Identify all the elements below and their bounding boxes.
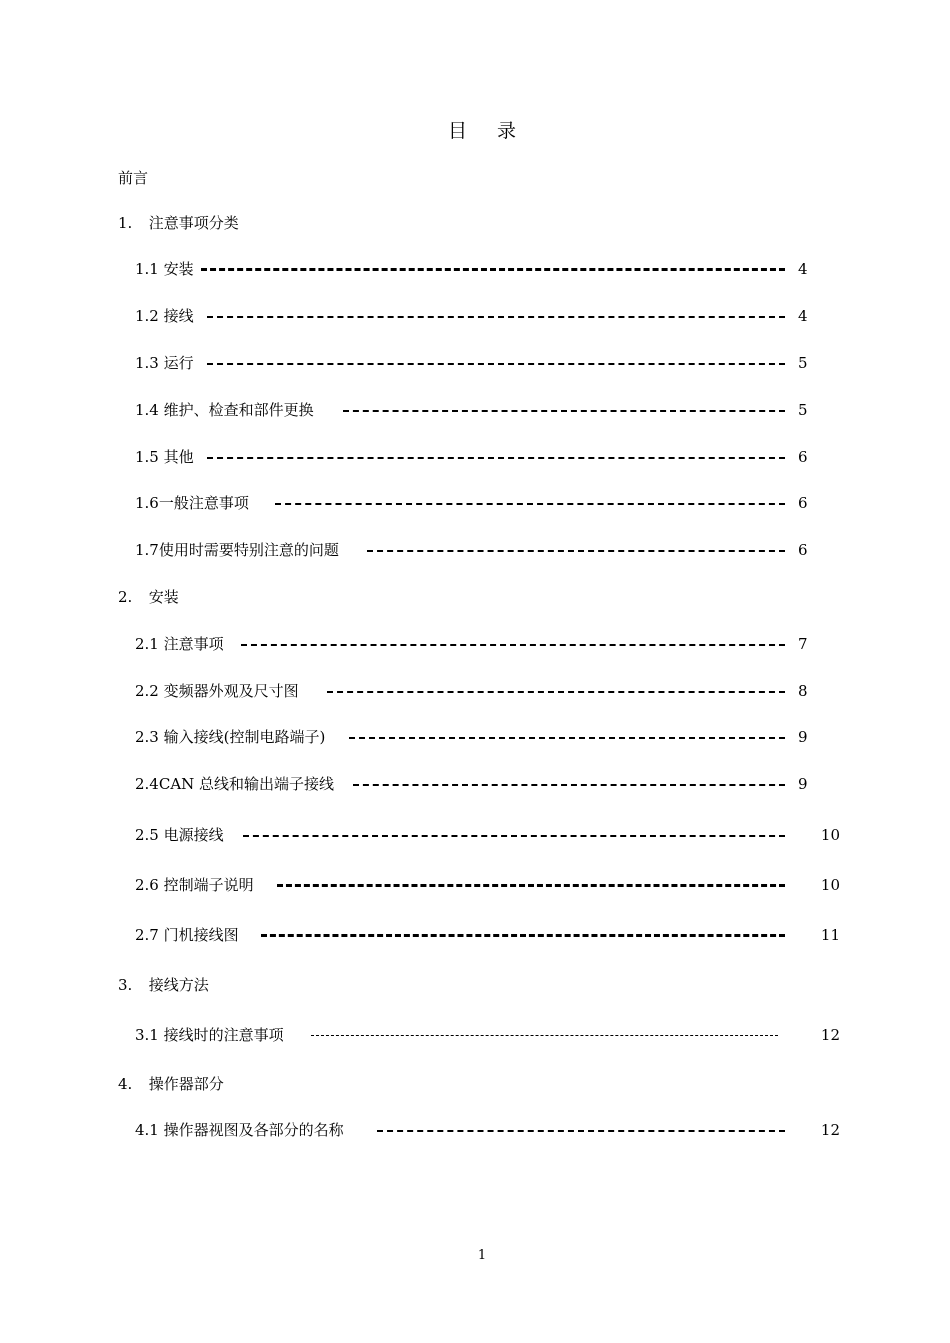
entry-page: 9 [798, 775, 808, 793]
entry-page: 10 [820, 826, 840, 844]
toc-entry-1-4[interactable] [135, 400, 840, 420]
toc-entry-1-3[interactable] [135, 353, 840, 373]
toc-entry-2-6[interactable] [135, 875, 840, 895]
toc-entry-2-5[interactable] [135, 825, 840, 845]
dot-leader [261, 934, 785, 937]
toc-entry-2-3[interactable] [135, 727, 840, 747]
dot-leader [207, 316, 785, 318]
entry-page: 10 [820, 876, 840, 894]
entry-label: 1.1 安装 [135, 260, 194, 278]
toc-entry-1-6[interactable] [135, 493, 840, 513]
dot-leader [275, 503, 785, 505]
section-number: 4. [118, 1075, 133, 1093]
section-title: 安装 [148, 588, 179, 606]
dot-leader [277, 884, 785, 887]
dot-leader [349, 737, 785, 739]
entry-label: 2.5 电源接线 [135, 826, 224, 844]
dot-leader [327, 691, 785, 693]
entry-label: 1.4 维护、检查和部件更换 [135, 401, 314, 419]
toc-preface[interactable]: 前言 [118, 169, 149, 187]
dot-leader [201, 268, 785, 271]
dot-leader [241, 644, 785, 646]
toc-section-2[interactable] [118, 587, 179, 607]
dot-leader [207, 457, 785, 459]
entry-page: 6 [798, 494, 808, 512]
section-title: 接线方法 [148, 976, 209, 994]
section-number: 3. [118, 976, 133, 994]
entry-label: 1.2 接线 [135, 307, 194, 325]
entry-label: 1.5 其他 [135, 448, 194, 466]
entry-page: 7 [798, 635, 808, 653]
toc-entry-4-1[interactable] [135, 1120, 840, 1140]
dot-leader [377, 1130, 785, 1132]
section-title: 操作器部分 [148, 1075, 224, 1093]
dot-leader [353, 784, 785, 786]
toc-entry-2-7[interactable] [135, 925, 840, 945]
toc-section-1[interactable] [118, 213, 239, 233]
entry-page: 12 [820, 1026, 840, 1044]
dot-leader [311, 1035, 778, 1036]
dot-leader [367, 550, 785, 552]
entry-label: 3.1 接线时的注意事项 [135, 1026, 284, 1044]
dot-leader [207, 363, 785, 365]
entry-page: 11 [820, 926, 840, 944]
section-number: 2. [118, 588, 133, 606]
entry-label: 2.7 门机接线图 [135, 926, 239, 944]
toc-entry-1-1[interactable] [135, 259, 840, 279]
toc-entry-2-4[interactable] [135, 774, 840, 794]
entry-page: 8 [798, 682, 808, 700]
toc-section-3[interactable] [118, 975, 209, 995]
entry-label: 4.1 操作器视图及各部分的名称 [135, 1121, 344, 1139]
entry-label: 2.6 控制端子说明 [135, 876, 254, 894]
toc-entry-1-7[interactable] [135, 540, 840, 560]
entry-label: 1.3 运行 [135, 354, 194, 372]
entry-label: 1.6一般注意事项 [135, 494, 249, 512]
dot-leader [343, 410, 785, 412]
entry-page: 6 [798, 448, 808, 466]
entry-label: 2.4CAN 总线和输出端子接线 [135, 775, 335, 793]
entry-page: 12 [820, 1121, 840, 1139]
entry-page: 4 [798, 260, 808, 278]
toc-entry-1-5[interactable] [135, 447, 840, 467]
entry-label: 1.7使用时需要特别注意的问题 [135, 541, 339, 559]
toc-entry-2-2[interactable] [135, 681, 840, 701]
toc-section-4[interactable] [118, 1074, 224, 1094]
entry-page: 9 [798, 728, 808, 746]
toc-entry-2-1[interactable] [135, 634, 840, 654]
dot-leader [243, 835, 785, 837]
entry-page: 4 [798, 307, 808, 325]
entry-label: 2.1 注意事项 [135, 635, 224, 653]
toc-entry-3-1[interactable] [135, 1025, 840, 1045]
section-number: 1. [118, 214, 133, 232]
entry-page: 5 [798, 354, 808, 372]
section-title: 注意事项分类 [148, 214, 239, 232]
page-number: 1 [477, 1248, 487, 1263]
entry-label: 2.2 变频器外观及尺寸图 [135, 682, 299, 700]
toc-entry-1-2[interactable] [135, 306, 840, 326]
entry-page: 5 [798, 401, 808, 419]
page-title: 目 录 [447, 120, 529, 142]
entry-page: 6 [798, 541, 808, 559]
entry-label: 2.3 输入接线(控制电路端子) [135, 728, 326, 746]
